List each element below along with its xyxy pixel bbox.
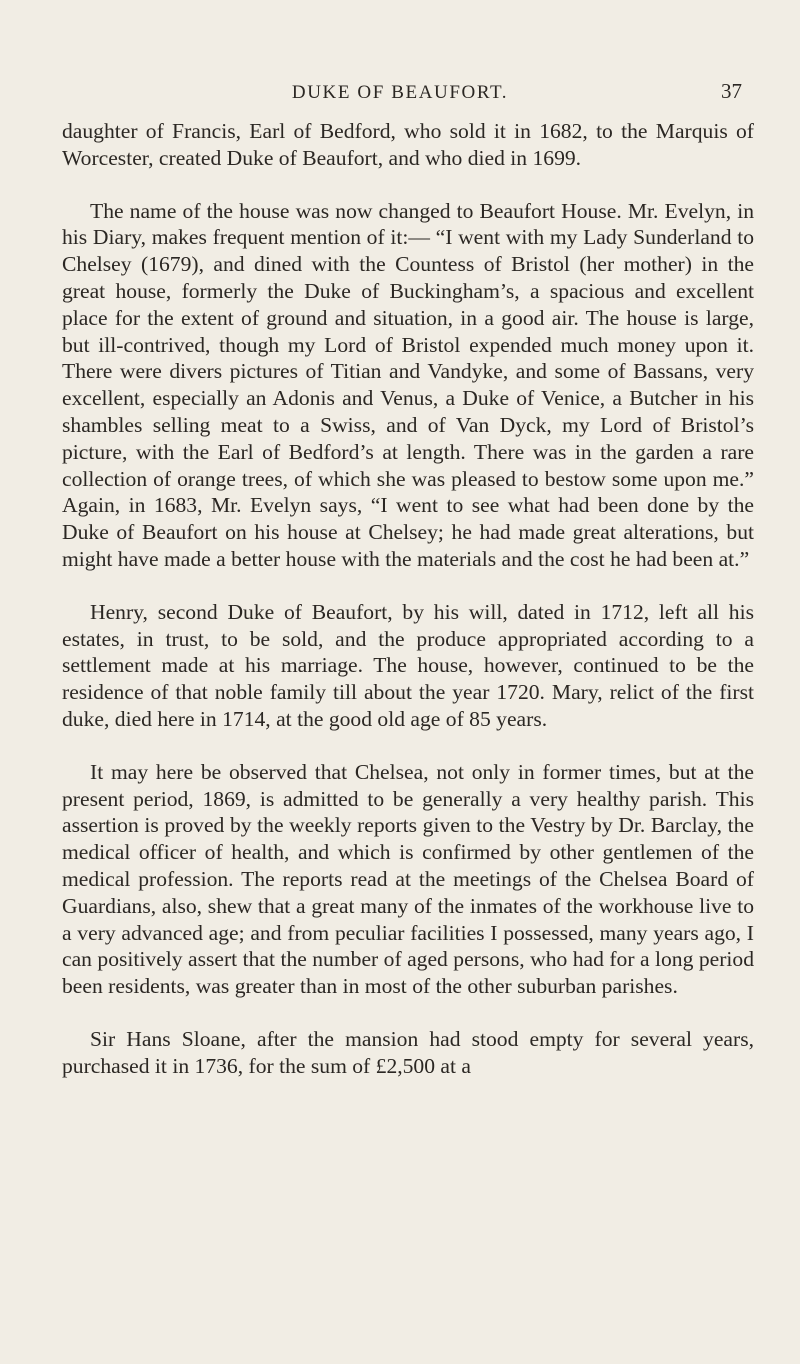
page-number: 37 [721,79,742,103]
paragraph-chelsea-health: It may here be observed that Chelsea, not only in former times, but at the present period, 1869, is admitted to be generally a very healthy parish. This assertion is proved by the weekly reports given to the Vestry by Dr. Barclay, the medical officer of health, and which is confirmed by other gentlemen of the medical profession. The reports read at the meetings of the Chelsea Board of Guardians, also, shew that a great many of the inmates of the workhouse live to a very advanced age; and from peculiar facilities I possessed, many years ago, I can positively assert that the number of aged persons, who had for a long period been residents, was greater than in most of the other suburban parishes. [62,759,754,999]
paragraph-hans-sloane: Sir Hans Sloane, after the mansion had stood empty for several years, purchased it in 1736, for the sum of £2,500 at a [62,1026,754,1078]
body-text [62,118,754,1080]
paragraph-continuation: daughter of Francis, Earl of Bedford, who sold it in 1682, to the Marquis of Worcester, created Duke of Beaufort, and who died in 1699. [62,119,754,170]
paragraph-second-duke: Henry, second Duke of Beaufort, by his will, dated in 1712, left all his estates, in trust, to be sold, and the produce appropriated according to a settlement made at his marriage. The house, however, continued to be the residence of that noble family till about the year 1720. Mary, relict of the first duke, died here in 1714, at the good old age of 85 years. [62,599,754,731]
paragraph-beaufort-house: The name of the house was now changed to Beaufort House. Mr. Evelyn, in his Diary, makes frequent mention of it:— “I went with my Lady Sunderland to Chelsey (1679), and dined with the Countess of Bristol (her mother) in the great house, formerly the Duke of Buckingham’s, a spacious and excellent place for the extent of ground and situation, in a good air. The house is large, but ill-contrived, though my Lord of Bristol expended much money upon it. There were divers pictures of Titian and Vandyke, and some of Bassans, very excellent, especially an Adonis and Venus, a Duke of Venice, a Butcher in his shambles selling meat to a Swiss, and of Van Dyck, my Lord of Bristol’s picture, with the Earl of Bedford’s at length. There was in the garden a rare collection of orange trees, of which she was pleased to bestow some upon me.” Again, in 1683, Mr. Evelyn says, “I went to see what had been done by the Duke of Beaufort on his house at Chelsey; he had made great alterations, but might have made a better house with the materials and the cost he had been at.” [62,198,754,571]
running-head: DUKE OF BEAUFORT. [291,82,509,103]
